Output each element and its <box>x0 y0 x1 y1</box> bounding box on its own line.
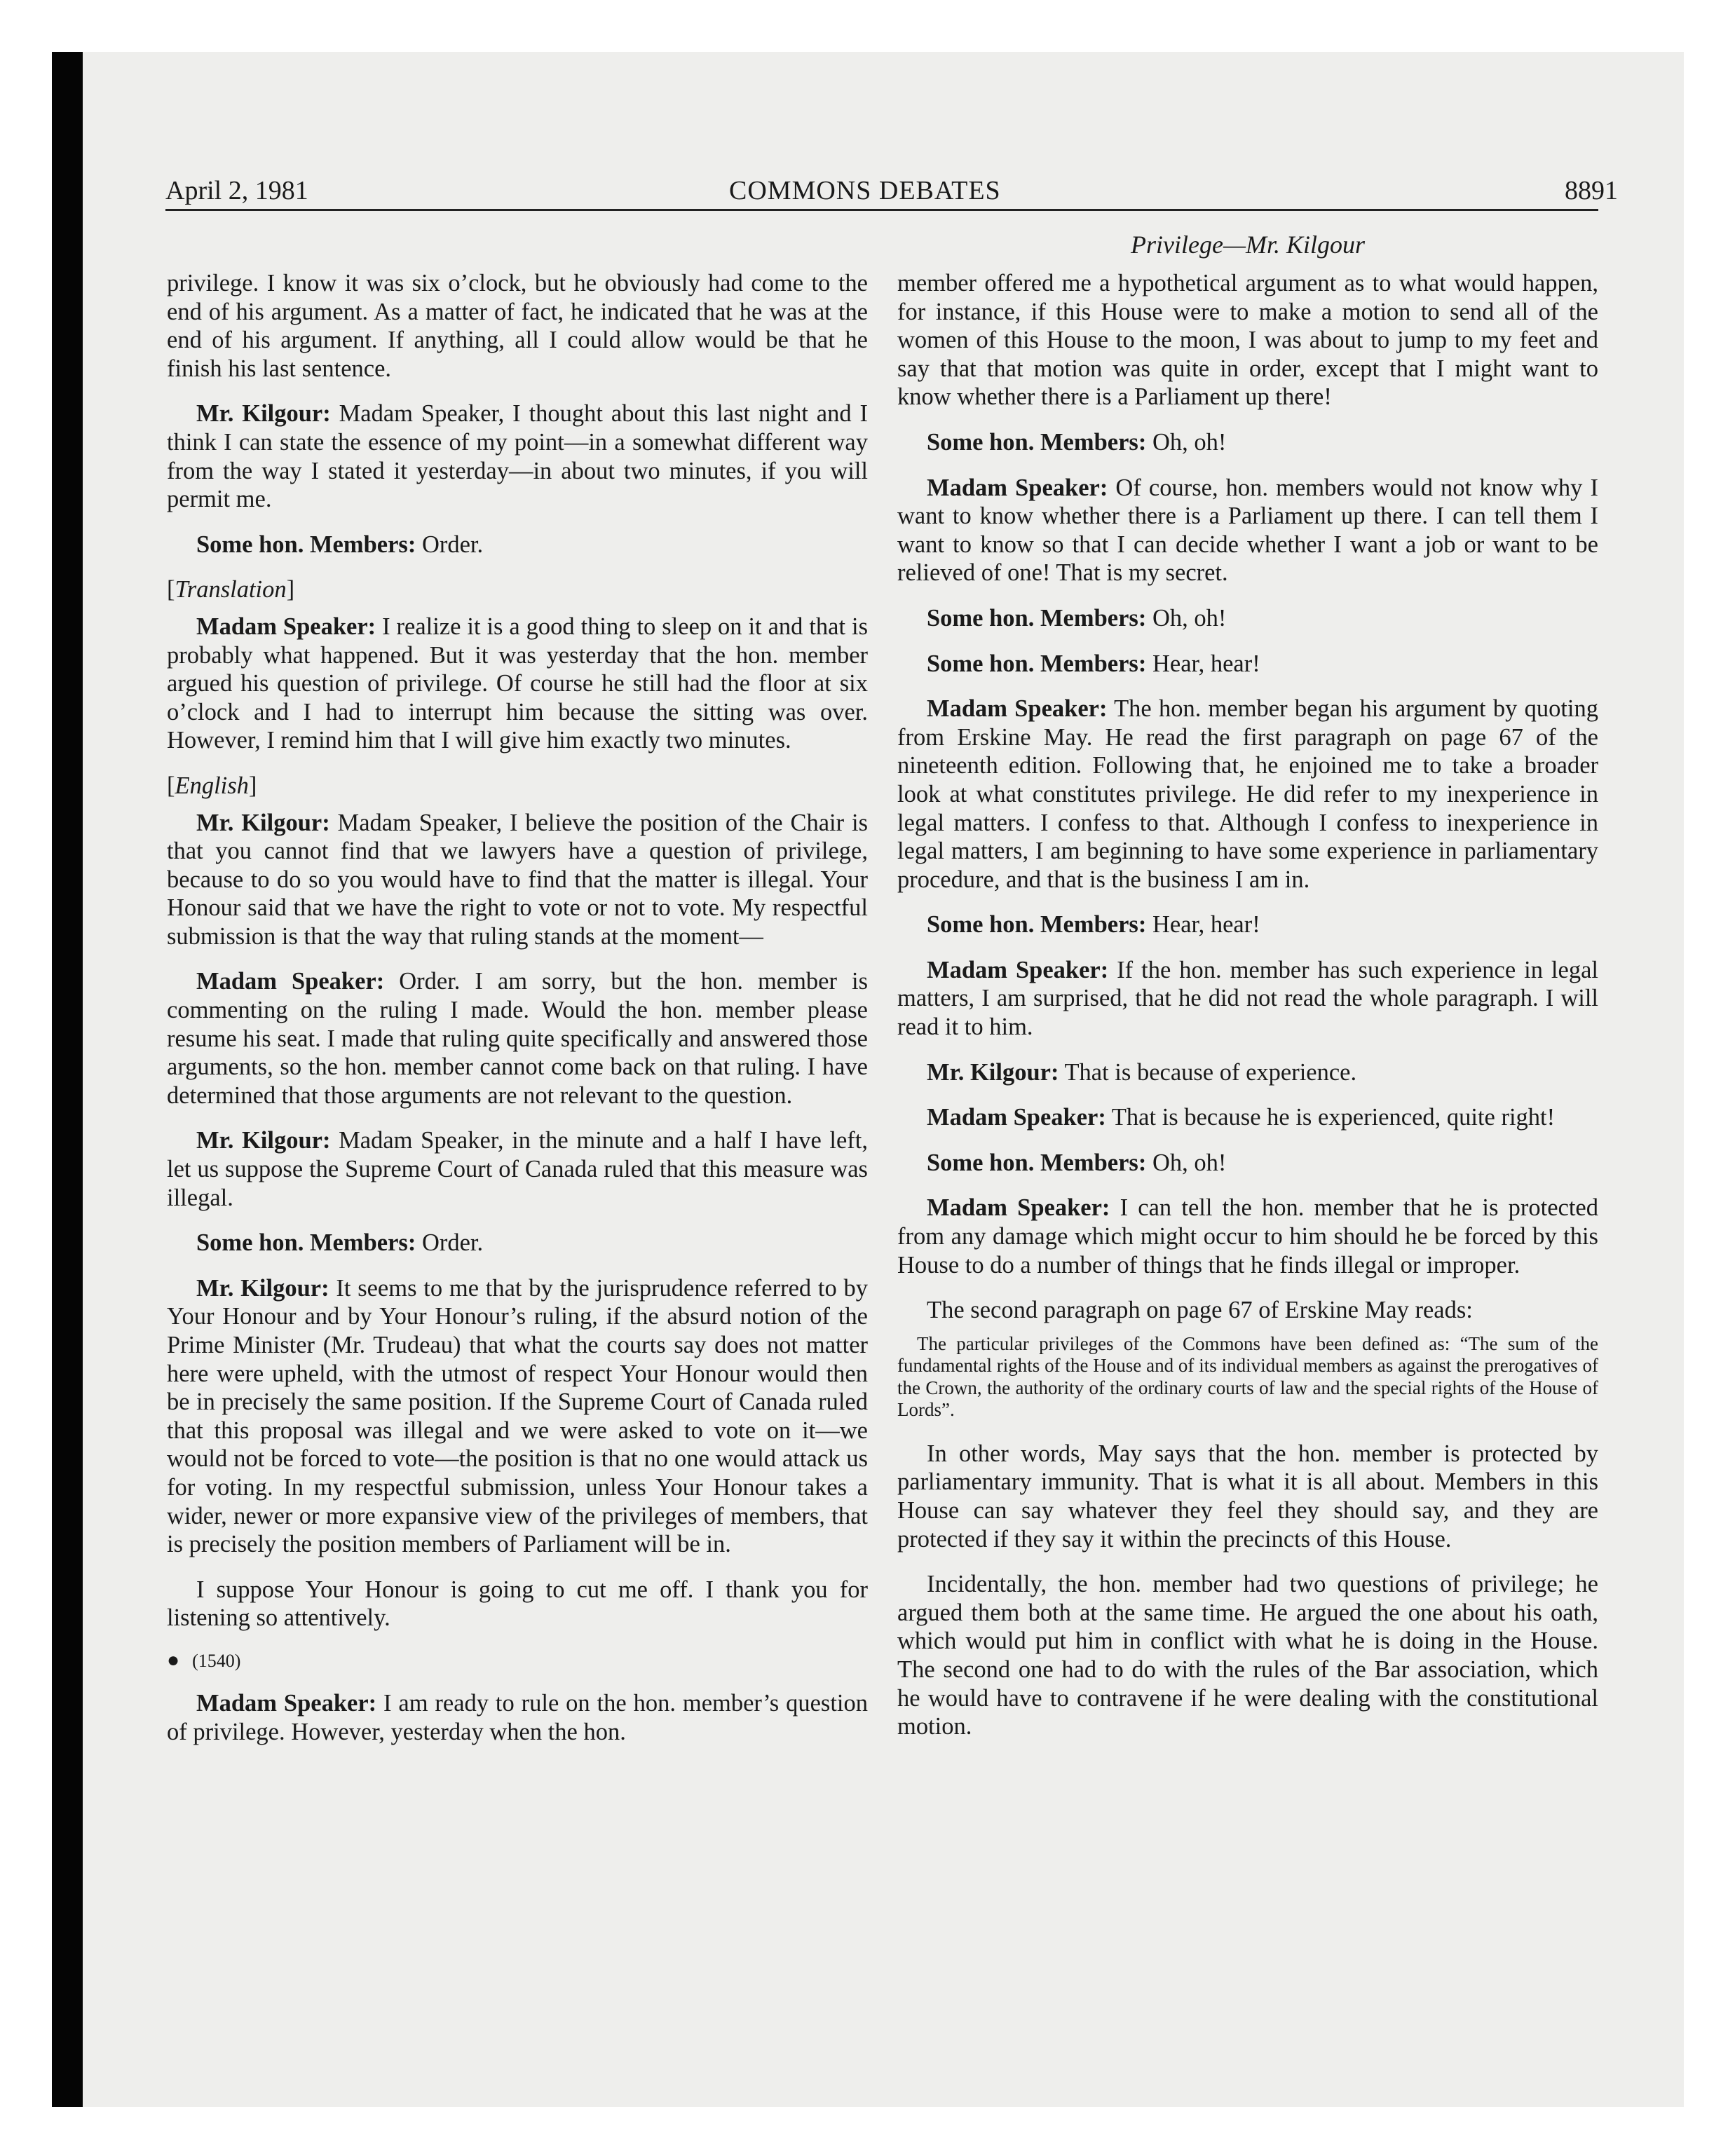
speech-text: I am ready to rule on the hon. member’s question of privilege. However, yesterday when the hon. <box>167 1689 868 1745</box>
speaker-name: Some hon. Members: <box>927 650 1147 677</box>
speech-text: Order. <box>416 1229 484 1257</box>
timestamp-text: (1540) <box>192 1650 241 1671</box>
language-tag-text: English <box>175 772 249 799</box>
speaker-name: Some hon. Members: <box>196 531 416 558</box>
speech-paragraph <box>167 400 868 513</box>
speech-text: Of course, hon. members would not know why I want to know whether there is a Parliament up there. I can tell them I want to know so that I can decide whether I want a job or want to be relieved of one! That is my secret. <box>897 474 1598 587</box>
speech-paragraph <box>897 1058 1598 1087</box>
speech-text: Oh, oh! <box>1146 428 1227 456</box>
left-column <box>167 269 868 1763</box>
speaker-name: Madam Speaker: <box>927 1104 1106 1131</box>
language-tag-text: Translation <box>175 576 287 603</box>
speech-paragraph <box>167 1689 868 1746</box>
header-title: COMMONS DEBATES <box>729 176 1001 205</box>
speech-text: Madam Speaker, I thought about this last night and I think I can state the essence of my point—in a somewhat different way from the way I stated it yesterday—in about two minutes, if you will permit me. <box>167 400 869 513</box>
speech-paragraph <box>897 956 1598 1042</box>
speech-text: That is because of experience. <box>1059 1058 1357 1086</box>
speech-paragraph <box>897 1103 1598 1132</box>
speech-paragraph <box>897 604 1598 633</box>
speech-text: Madam Speaker, in the minute and a half I have left, let us suppose the Supreme Court of Canada ruled that this measure was illegal. <box>167 1127 868 1211</box>
running-head: Privilege—Mr. Kilgour <box>1131 231 1365 259</box>
speech-paragraph <box>897 910 1598 939</box>
speaker-name: Madam Speaker: <box>927 1194 1110 1222</box>
speech-text: Hear, hear! <box>1146 911 1260 939</box>
speech-paragraph <box>897 428 1598 457</box>
speaker-name: Madam Speaker: <box>927 956 1109 983</box>
speech-text: Madam Speaker, I believe the position of the Chair is that you cannot find that we lawyers have a question of privilege, because to do so you would have to find that the matter is illegal. Your Honour said that we have the right to vote or not to vote. My respectful submission is that the way that ruling stands at the moment— <box>167 809 868 950</box>
speaker-name: Madam Speaker: <box>927 474 1108 501</box>
speech-paragraph <box>897 1149 1598 1178</box>
speaker-name: Madam Speaker: <box>927 695 1108 723</box>
speech-text: Oh, oh! <box>1146 604 1227 632</box>
speech-paragraph <box>167 1274 868 1559</box>
speech-paragraph <box>167 1126 868 1212</box>
speaker-name: Some hon. Members: <box>927 911 1147 939</box>
paragraph: I suppose Your Honour is going to cut me off. I thank you for listening so attentively. <box>167 1576 868 1632</box>
speech-text: Order. <box>416 531 484 558</box>
speech-text: Oh, oh! <box>1146 1149 1227 1176</box>
speech-paragraph <box>897 1194 1598 1279</box>
speech-text: I realize it is a good thing to sleep on it and that is probably what happened. But it was yesterday that the hon. member argued his question of privilege. Of course he still had the floor at six o’clock and I had to interrupt him because the sitting was over. However, I remind him that I will give him exactly two minutes. <box>167 613 869 754</box>
right-column <box>897 269 1598 1758</box>
speech-paragraph <box>897 650 1598 678</box>
paragraph: Incidentally, the hon. member had two questions of privilege; he argued them both at the same time. He argued the one about his oath, which would put him in conflict with what he is doing in the House. The second one had to do with the rules of the Bar association, which he would have to contravene if he were dealing with the constitutional motion. <box>897 1571 1598 1740</box>
language-tag: [Translation] <box>167 576 295 603</box>
header-rule <box>165 209 1598 211</box>
speech-paragraph <box>167 613 868 755</box>
speech-paragraph <box>167 809 868 951</box>
speech-text: Order. I am sorry, but the hon. member is commenting on the ruling I made. Would the hon. member please resume his seat. I made that ruling quite specifically and answered those arguments, so the hon. member cannot come back on that ruling. I have determined that those arguments are not relevant to the question. <box>167 968 868 1109</box>
speech-text: The hon. member began his argument by quoting from Erskine May. He read the first paragraph on page 67 of the nineteenth edition. Following that, he enjoined me to take a broader look at what constitutes privilege. He did refer to my inexperience in legal matters. I confess to that. Although I confess to inexperience in legal matters, I am beginning to have some experience in parliamentary procedure, and that is the business I am in. <box>897 695 1598 893</box>
paragraph: member offered me a hypothetical argument as to what would happen, for instance, if this House were to make a motion to send all of the women of this House to the moon, I was about to jump to my feet and say that that motion was quite in order, except that I might want to know whether there is a Parliament up there! <box>897 270 1598 411</box>
paragraph: In other words, May says that the hon. member is protected by parliamentary immunity. That is what it is all about. Members in this House can say whatever they feel they should say, and they are protected if they say it within the precincts of this House. <box>897 1440 1598 1553</box>
speaker-name: Madam Speaker: <box>196 613 376 640</box>
speech-paragraph <box>897 695 1598 894</box>
bullet-icon: ● <box>167 1648 180 1672</box>
speaker-name: Mr. Kilgour: <box>196 1127 331 1154</box>
speaker-name: Mr. Kilgour: <box>927 1058 1059 1086</box>
timestamp <box>167 1649 868 1672</box>
speaker-name: Some hon. Members: <box>196 1229 416 1257</box>
speaker-name: Some hon. Members: <box>927 604 1147 632</box>
speaker-name: Mr. Kilgour: <box>196 400 331 428</box>
paragraph: The second paragraph on page 67 of Erskine May reads: <box>927 1297 1473 1324</box>
speech-paragraph <box>167 1229 868 1257</box>
speaker-name: Madam Speaker: <box>196 968 385 995</box>
page-binding-edge <box>52 52 83 2107</box>
speaker-name: Mr. Kilgour: <box>196 809 330 836</box>
header-page-number: 8891 <box>1565 176 1618 205</box>
speech-paragraph <box>167 531 868 559</box>
speaker-name: Mr. Kilgour: <box>196 1274 329 1302</box>
speech-text: I can tell the hon. member that he is protected from any damage which might occur to him should he be forced by this House to do a number of things that he finds illegal or improper. <box>897 1194 1598 1278</box>
speech-text: If the hon. member has such experience in legal matters, I am surprised, that he did not read the whole paragraph. I will read it to him. <box>897 956 1598 1041</box>
speech-text: It seems to me that by the jurisprudence referred to by Your Honour and by Your Honour’s ruling, if the absurd notion of the Prime Minister (Mr. Trudeau) that what the courts say does not matter here were upheld, with the utmost of respect Your Honour would then be in precisely the same position. If the Supreme Court of Canada ruled that this proposal was illegal and we were asked to vote on it—we would not be forced to vote—the position is that no one would attack us for voting. In my respectful submission, unless Your Honour takes a wider, newer or more expansive view of the privileges of members, that is precisely the position members of Parliament will be in. <box>167 1274 868 1558</box>
paragraph: privilege. I know it was six o’clock, but he obviously had come to the end of his argument. As a matter of fact, he indicated that he was at the end of his argument. If anything, all I could allow would be that he finish his last sentence. <box>167 270 868 382</box>
speaker-name: Some hon. Members: <box>927 428 1147 456</box>
header-date: April 2, 1981 <box>165 176 308 205</box>
block-quote: The particular privileges of the Commons have been defined as: “The sum of the fundamental rights of the House and of its individual members as against the prerogatives of the Crown, the authority of the ordinary courts of law and the special rights of the House of Lords”. <box>897 1332 1598 1421</box>
language-tag: [English] <box>167 772 257 799</box>
speaker-name: Madam Speaker: <box>196 1689 377 1717</box>
speech-text: That is because he is experienced, quite right! <box>1105 1104 1556 1131</box>
speech-paragraph <box>897 474 1598 587</box>
speech-text: Hear, hear! <box>1146 650 1260 677</box>
speaker-name: Some hon. Members: <box>927 1149 1147 1176</box>
speech-paragraph <box>167 967 868 1110</box>
